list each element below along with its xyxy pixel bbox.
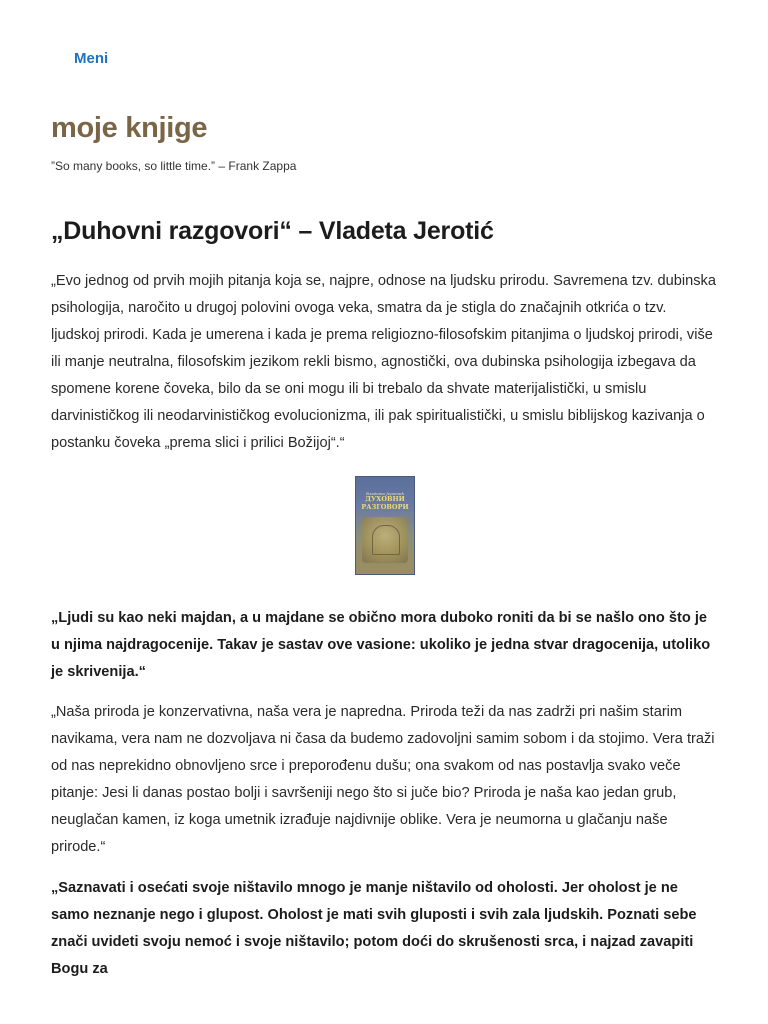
site-description: ”So many books, so little time.” – Frank Zappa [51,159,297,173]
paragraph-quote: „Saznavati i osećati svoje ništavilo mnogo je manje ništavilo od oholosti. Jer oholost je ne samo neznanje nego i glupost. Oholost je mati svih gluposti i svih zala ljudskih. Poznati sebe znači uvideti svoju nemoć i svoje ništavilo; potom doći do skrušenosti srca, i najzad zavapiti Bogu za [51,880,697,977]
paragraph: „Naša priroda je konzervativna, naša vera je napredna. Priroda teži da nas zadrži pri našim starim navikama, vera nam ne dozvoljava ni časa da budemo zadovoljni samim sobom i da stojimo. Vera traži od nas neprekidno obnovljeno srce i preporođenu dušu; ona svakom od nas postavlja svako veče pitanje: Jesi li danas postao bolji i savršeniji nego što si juče bio? Priroda je naša kao jedan grub, neuglačan kamen, iz koga umetnik izrađuje najdivnije oblike. Vera je neumorna u glačanju naše prirode.“ [51,704,715,855]
paragraph: „Evo jednog od prvih mojih pitanja koja se, najpre, odnose na ljudsku prirodu. Savremena tzv. dubinska psihologija, naročito u drugoj polovini ovoga veka, smatra da je stigla do značajnih otkrića o tzv. ljudskoj prirodi. Kada je umerena i kada je prema religiozno-filosofskim pitanjima o ljudskoj prirodi, više ili manje neutralna, filosofskim jezikom rekli bismo, agnostički, ova dubinska psihologija izbegava da spomene korene čoveka, bilo da se oni mogu ili bi trebalo da shvate materijalistički, u smislu darvinističkog ili neodarvinističkog evolucionizma, ili pak spiritualistički, u smislu biblijskog kazivanja o postanku čoveka „prema slici i prilici Božijoj“.“ [51,273,716,451]
menu-link[interactable]: Meni [74,50,109,67]
post-title: „Duhovni razgovori“ – Vladeta Jerotić [51,217,494,245]
post-content [51,268,719,983]
paragraph-quote: „Ljudi su kao neki majdan, a u majdane se obično mora duboko roniti da bi se našlo ono što je u njima najdragocenije. Takav je sastav ove vasione: ukoliko je jedna stvar dragocenija, utoliko je skrivenija.“ [51,610,711,680]
cover-title-line1: ДУХОВНИ [365,495,405,503]
cover-title [358,495,412,511]
book-cover-image[interactable] [356,477,414,574]
cover-title-line2: РАЗГОВОРИ [361,503,409,511]
book-cover-container [51,457,719,605]
cover-author: Владета Јеротић [365,491,405,496]
site-title[interactable]: moje knjige [51,112,208,144]
cover-art [362,517,408,563]
